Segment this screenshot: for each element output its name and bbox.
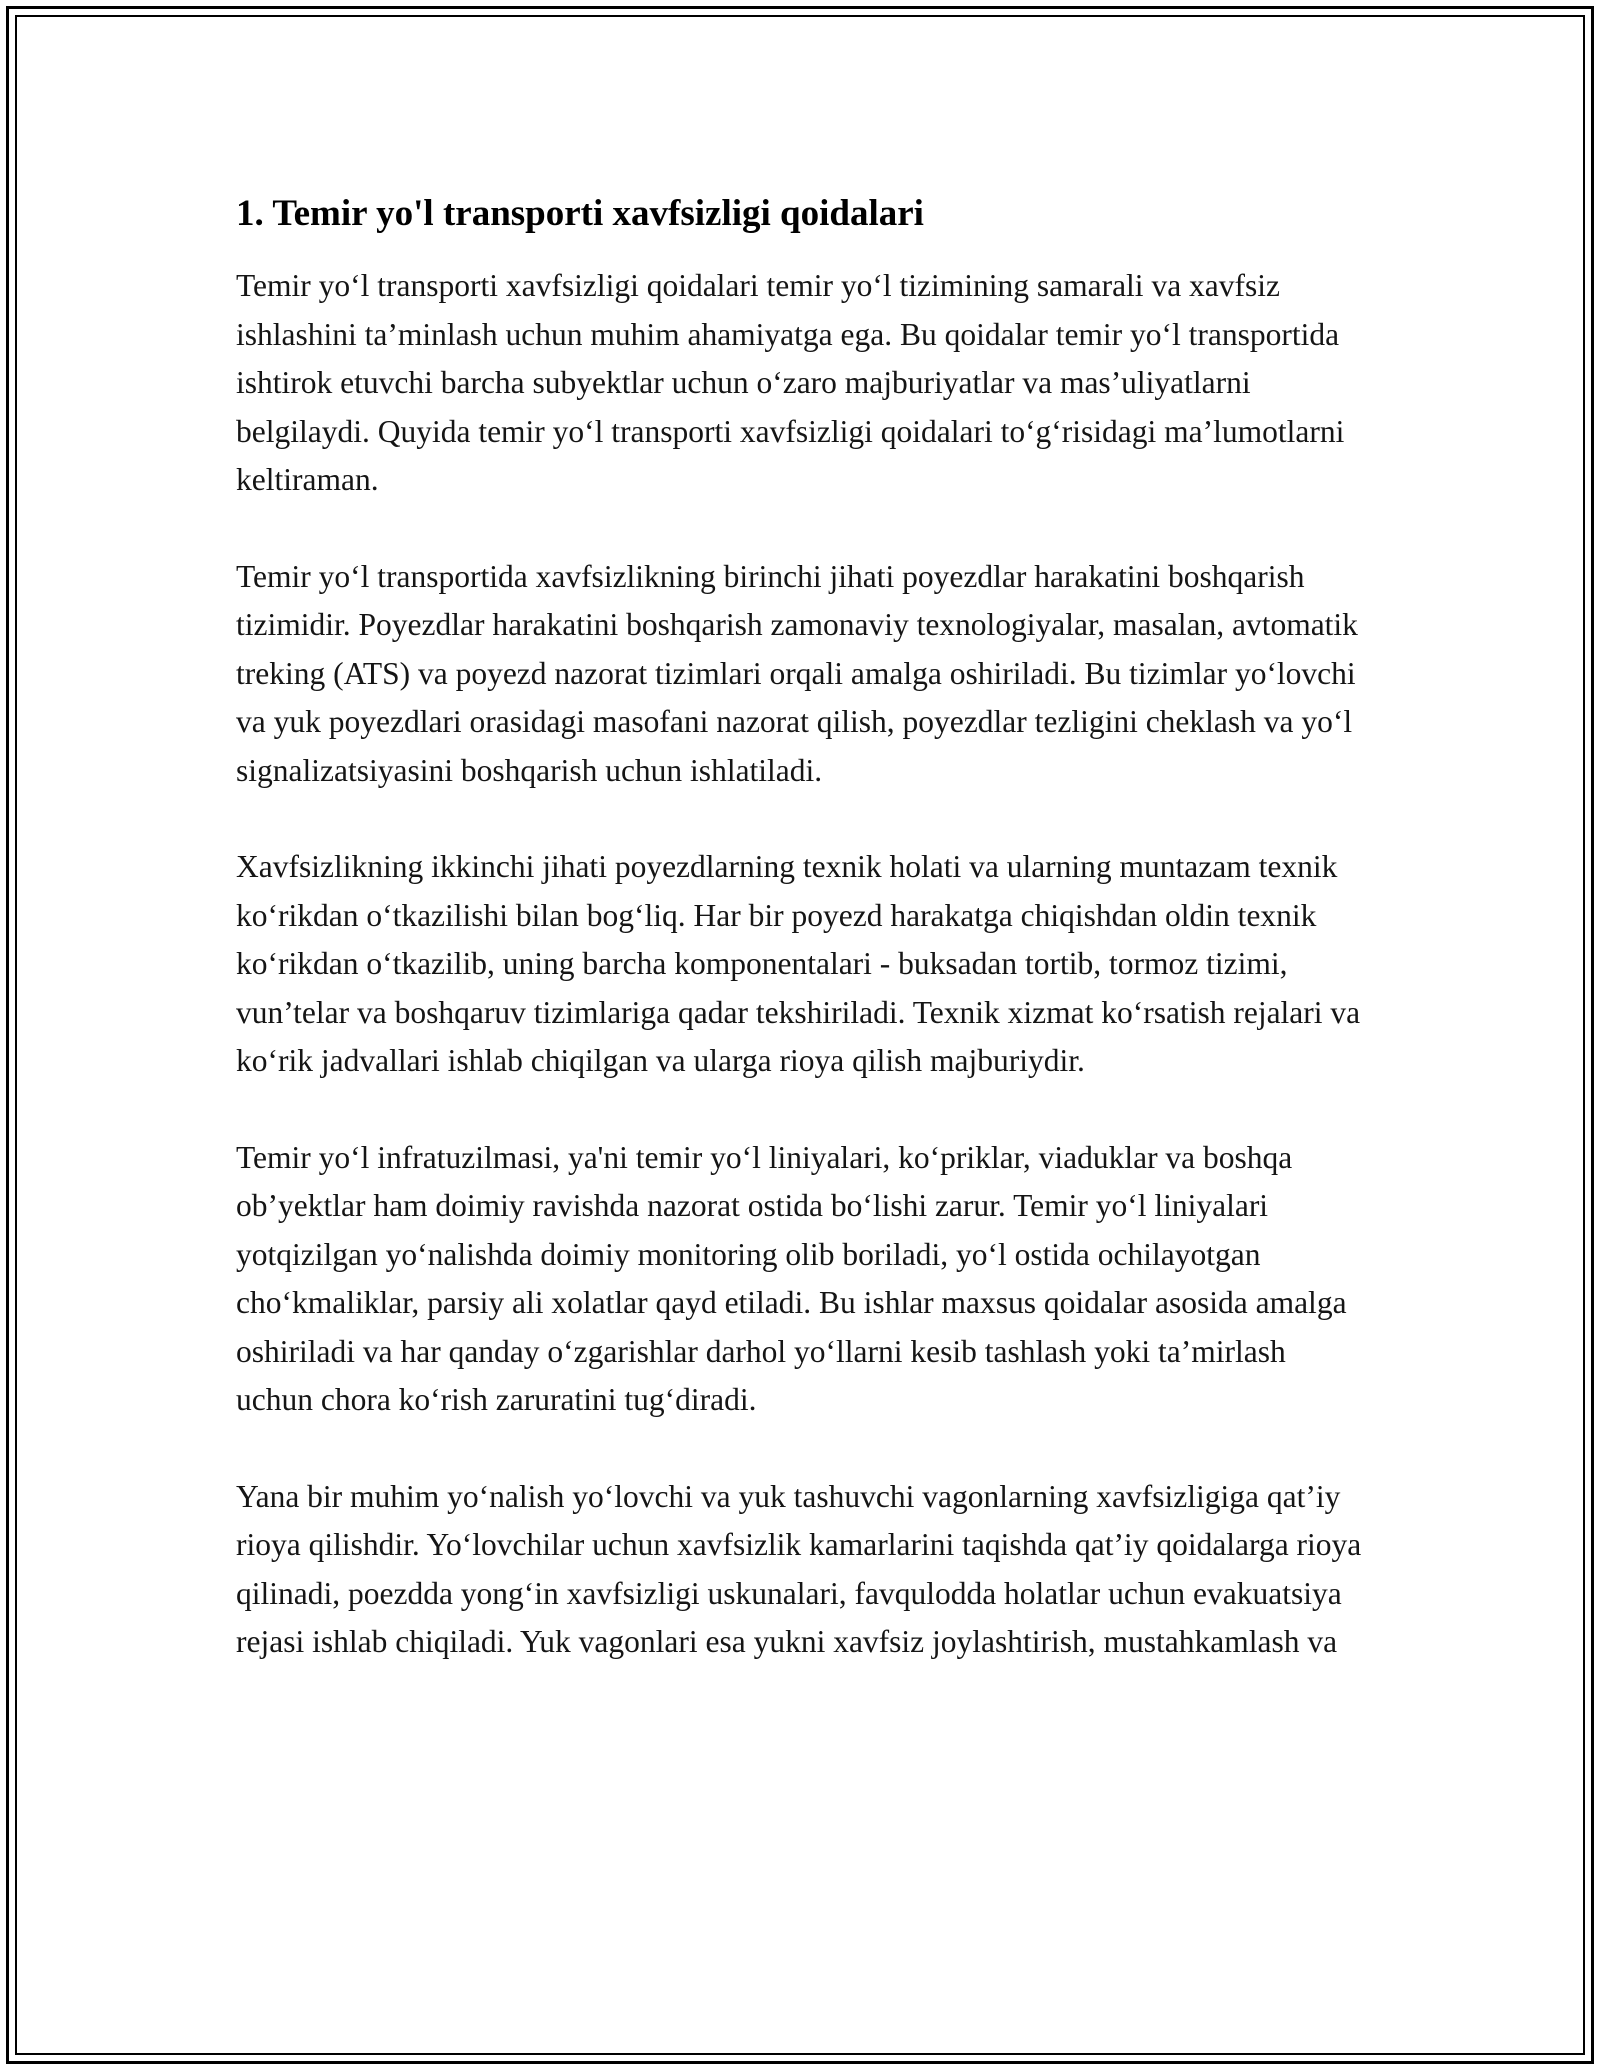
paragraph-technical-inspection: Xavfsizlikning ikkinchi jihati poyezdlarning texnik holati va ularning muntazam texnik ko‘rikdan o‘tkazilishi bilan bog‘liq. Har bir poyezd harakatga chiqishdan oldin texnik ko‘rikdan o‘tkazilib, uning barcha komponentalari - buksadan tortib, tormoz tizimi, vun’telar va boshqaruv tizimlariga qadar tekshiriladi. Texnik xizmat ko‘rsatish rejalari va ko‘rik jadvallari ishlab chiqilgan va ularga rioya qilish majburiydir.	[236, 849, 1361, 1078]
paragraph-infrastructure: Temir yo‘l infratuzilmasi, ya'ni temir yo‘l liniyalari, ko‘priklar, viaduklar va boshqa ob’yektlar ham doimiy ravishda nazorat ostida bo‘lishi zarur. Temir yo‘l liniyalari yotqizilgan yo‘nalishda doimiy monitoring olib boriladi, yo‘l ostida ochilayotgan cho‘kmaliklar, parsiy ali xolatlar qayd etiladi. Bu ishlar maxsus qoidalar asosida amalga oshiriladi va har qanday o‘zgarishlar darhol yo‘llarni kesib tashlash yoki ta’mirlash uchun chora ko‘rish zaruratini tug‘diradi.	[236, 1139, 1347, 1417]
paragraph-intro: Temir yo‘l transporti xavfsizligi qoidalari temir yo‘l tizimining samarali va xavfsiz ishlashini ta’minlash uchun muhim ahamiyatga ega. Bu qoidalar temir yo‘l transportida ishtirok etuvchi barcha subyektlar uchun o‘zaro majburiyatlar va mas’uliyatlarni belgilaydi. Quyida temir yo‘l transporti xavfsizligi qoidalari to‘g‘risidagi ma’lumotlarni keltiraman.	[236, 268, 1345, 497]
paragraph-train-control: Temir yo‘l transportida xavfsizlikning birinchi jihati poyezdlar harakatini boshqarish tizimidir. Poyezdlar harakatini boshqarish zamonaviy texnologiyalar, masalan, avtomatik treking (ATS) va poyezd nazorat tizimlari orqali amalga oshiriladi. Bu tizimlar yo‘lovchi va yuk poyezdlari orasidagi masofani nazorat qilish, poyezdlar tezligini cheklash va yo‘l signalizatsiyasini boshqarish uchun ishlatiladi.	[236, 558, 1358, 788]
paragraph-wagon-safety: Yana bir muhim yo‘nalish yo‘lovchi va yuk tashuvchi vagonlarning xavfsizligiga qat’iy rioya qilishdir. Yo‘lovchilar uchun xavfsizlik kamarlarini taqishda qat’iy qoidalarga rioya qilinadi, poezdda yong‘in xavfsizligi uskunalari, favqulodda holatlar uchun evakuatsiya rejasi ishlab chiqiladi. Yuk vagonlari esa yukni xavfsiz joylashtirish, mustahkamlash va	[236, 1478, 1362, 1659]
document-body	[236, 188, 1366, 1715]
document-title: 1. Temir yo'l transporti xavfsizligi qoidalari	[236, 193, 924, 234]
